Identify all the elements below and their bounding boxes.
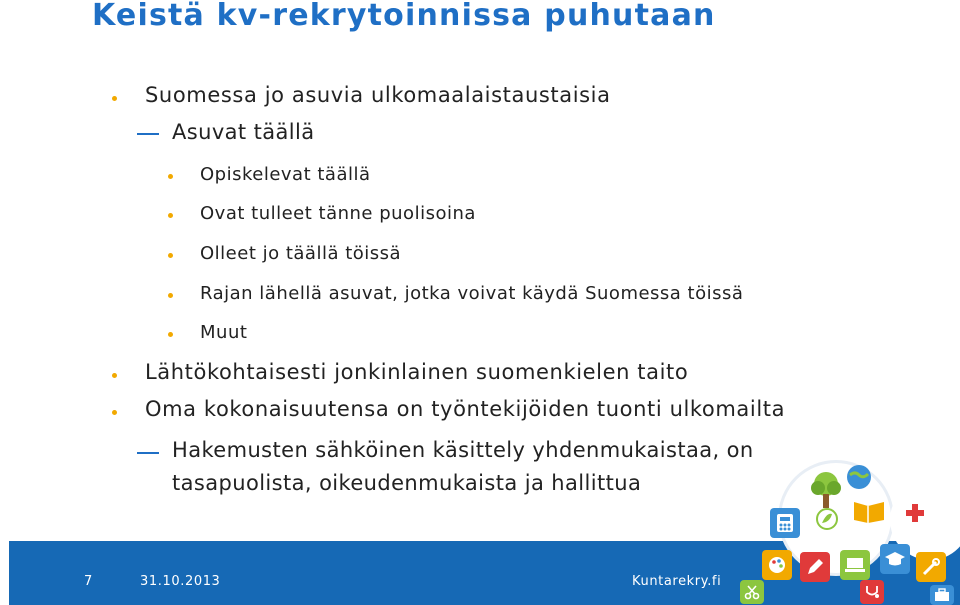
leaf-icon [816,508,838,534]
pencil-icon [800,552,830,582]
globe-icon [846,464,872,494]
stethoscope-icon [860,580,884,604]
briefcase-icon [930,585,954,605]
bullet-item-2: Lähtökohtaisesti jonkinlainen suomenkielen taito [145,360,689,384]
subitem-rajan: Rajan lähellä asuvat, jotka voivat käydä Suomessa töissä [200,283,744,304]
calculator-icon [770,508,800,538]
icon-cluster [740,440,960,605]
subitem-puolisoina: Ovat tulleet tänne puolisoina [200,203,476,224]
bullet-dot [168,293,173,298]
footer-date: 31.10.2013 [140,574,221,589]
dash-marker [137,133,159,135]
graduation-icon [880,544,910,574]
first-aid-icon [900,498,930,528]
page-number: 7 [84,574,93,589]
bullet-dot [112,96,117,101]
subitem-muut: Muut [200,322,248,343]
bullet-dot [168,213,173,218]
subitem-toissa: Olleet jo täällä töissä [200,243,402,264]
dash-marker [137,452,159,454]
bullet-dot [112,410,117,415]
bullet-dot [112,373,117,378]
subitem-opiskelevat: Opiskelevat täällä [200,164,371,185]
footer-left-edge [0,541,9,605]
slide-title: Keistä kv-rekrytoinnissa puhutaan [92,0,716,33]
palette-icon [762,550,792,580]
bullet-dot [168,174,173,179]
tools-icon [916,552,946,582]
sub-item-hakemusten-line1: Hakemusten sähköinen käsittely yhdenmukaistaa, on [172,438,754,462]
footer-brand: Kuntarekry.fi [632,574,722,589]
sub-item-hakemusten-line2: tasapuolista, oikeudenmukaista ja hallittua [172,471,642,495]
bullet-item-1: Suomessa jo asuvia ulkomaalaistaustaisia [145,83,611,107]
scissors-icon [740,580,764,604]
bullet-item-3: Oma kokonaisuutensa on työntekijöiden tuonti ulkomailta [145,397,786,421]
bullet-dot [168,253,173,258]
sub-item-asuvat: Asuvat täällä [172,120,315,144]
bullet-dot [168,332,173,337]
laptop-icon [840,550,870,580]
book-icon [852,498,886,528]
